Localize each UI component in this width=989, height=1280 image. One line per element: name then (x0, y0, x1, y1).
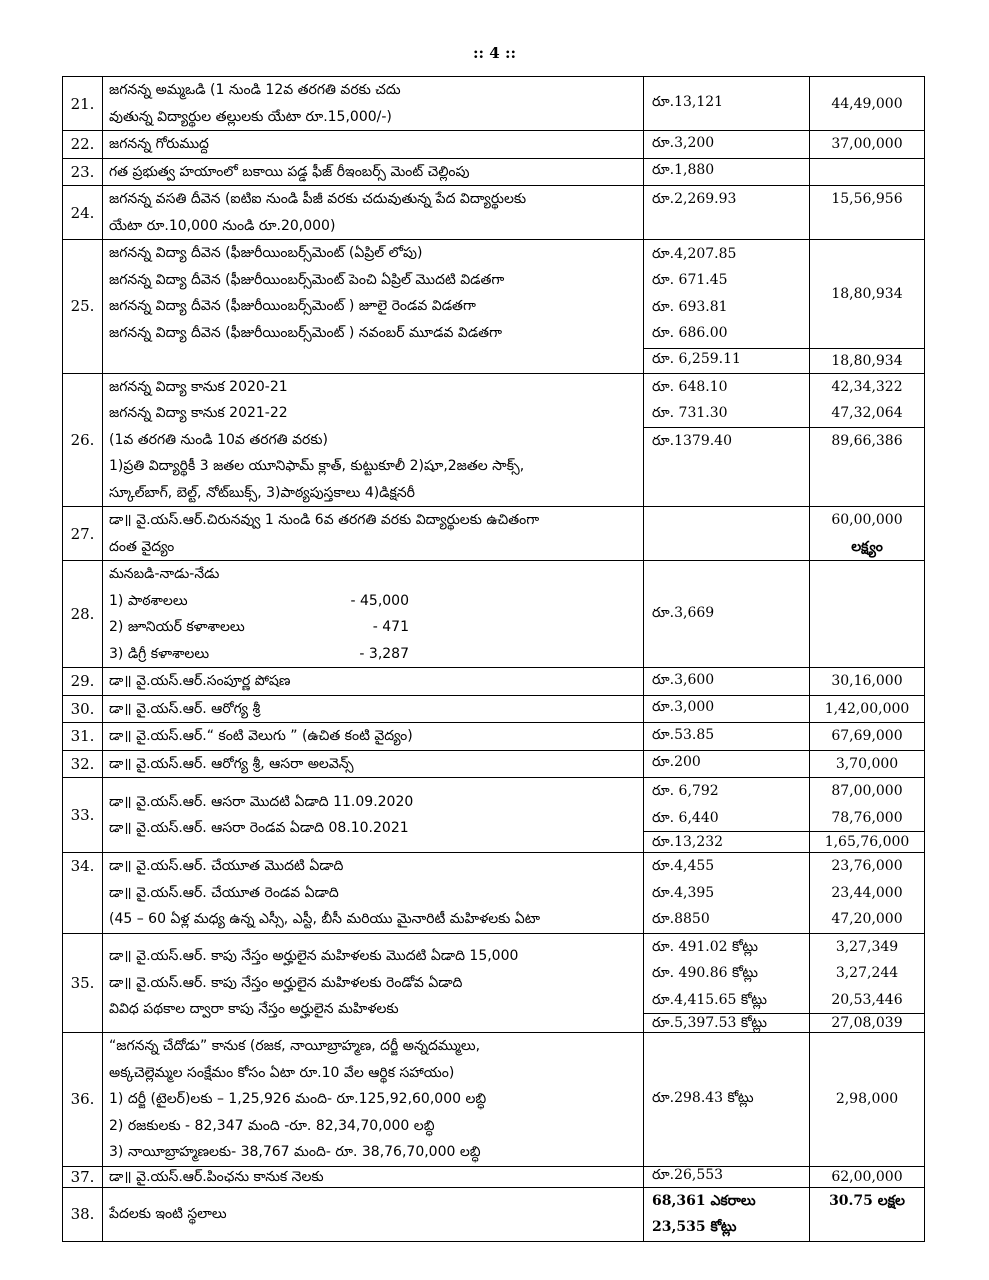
table-row (63, 853, 925, 934)
row-number: 24. (63, 186, 103, 240)
scheme-description (103, 240, 644, 374)
desc-line: “జగనన్న చేదోడు” కానుక (రజక, నాయీబ్రాహ్మణ, దర్జీ అన్నదమ్ములు, (109, 1038, 481, 1054)
beneficiaries (810, 778, 925, 832)
table-row (63, 668, 925, 696)
amount (644, 1187, 810, 1241)
amount: రూ.53.85 (644, 723, 810, 751)
row-number: 31. (63, 723, 103, 751)
amount (644, 853, 810, 934)
beneficiaries (810, 158, 925, 186)
scheme-description (103, 507, 644, 561)
beneficiaries-value: 30.75 లక్షల (829, 1192, 905, 1209)
table-row (63, 1033, 925, 1167)
amount (644, 240, 810, 349)
desc-line: జగనన్న విద్యా దీవెన (ఫీజురీయింబర్స్‌మెంట్ ) జూలై రెండవ విడతగా (109, 298, 476, 314)
beneficiaries: 2,98,000 (810, 1033, 925, 1167)
table-row (63, 1187, 925, 1241)
amount-value: రూ.4,207.85 (652, 245, 737, 262)
beneficiaries: 62,00,000 (810, 1166, 925, 1187)
scheme-description (103, 1187, 644, 1241)
total-amount: రూ.5,397.53 కోట్లు (644, 1014, 810, 1033)
item-label: 3) డిగ్రీ కళాశాలలు (109, 645, 210, 662)
beneficiaries-value: 47,20,000 (831, 911, 903, 927)
item-value: - 45,000 (350, 592, 409, 609)
amount: రూ.200 (644, 750, 810, 778)
amount-value: రూ. 490.86 కోట్లు (652, 965, 759, 981)
desc-item (109, 641, 637, 668)
desc-line: వుతున్న విద్యార్థుల తల్లులకు యేటా రూ.15,000/-) (109, 108, 392, 125)
amount: రూ.3,200 (644, 131, 810, 159)
welfare-schemes-table (62, 76, 925, 1242)
row-number: 38. (63, 1187, 103, 1241)
table-row (63, 240, 925, 349)
scheme-description (103, 1166, 644, 1187)
row-number-value: 34. (70, 857, 95, 875)
amount-value: రూ. 6,440 (652, 809, 719, 826)
table-row (63, 131, 925, 159)
desc-line: డా॥ వై.యస్.ఆర్. ఆసరా రెండవ ఏడాది 08.10.2021 (109, 820, 409, 836)
amount: రూ.13,121 (644, 77, 810, 131)
beneficiaries-value: 89,66,386 (831, 432, 903, 449)
row-number: 28. (63, 561, 103, 668)
table-row (63, 778, 925, 832)
beneficiaries: 37,00,000 (810, 131, 925, 159)
spacer (109, 346, 637, 373)
row-number: 23. (63, 158, 103, 186)
total-amount: రూ. 6,259.11 (644, 348, 810, 373)
desc-line: డా॥ వై.యస్.ఆర్. ఆరోగ్య శ్రీ (109, 700, 261, 717)
item-label: 2) జూనియర్ కళాశాలలు (109, 619, 245, 635)
row-number: 27. (63, 507, 103, 561)
row-number: 22. (63, 131, 103, 159)
desc-line: జగనన్న వసతి దీవెన (ఐటిఐ నుండి పీజీ వరకు చదువుతున్న పేద విద్యార్థులకు (109, 191, 527, 207)
desc-line: డా॥ వై.యస్.ఆర్.సంపూర్ణ పోషణ (109, 673, 291, 689)
table-row (63, 507, 925, 561)
scheme-description (103, 186, 644, 240)
table-row (63, 723, 925, 751)
desc-line: యేటా రూ.10,000 నుండి రూ.20,000) (109, 217, 336, 234)
scheme-description (103, 723, 644, 751)
desc-item (109, 614, 637, 641)
row-number: 29. (63, 668, 103, 696)
total-beneficiaries: 18,80,934 (810, 348, 925, 373)
desc-line: డా॥ వై.యస్.ఆర్.పింఛను కానుక నెలకు (109, 1168, 324, 1185)
beneficiaries-value: 3,27,349 (835, 938, 899, 955)
beneficiaries-value: 60,00,000 (831, 512, 903, 528)
beneficiaries (810, 933, 925, 1014)
row-number: 35. (63, 933, 103, 1033)
beneficiaries (810, 507, 925, 561)
row-number: 36. (63, 1033, 103, 1167)
table-row (63, 186, 925, 240)
desc-line: జగనన్న విద్యా దీవెన (ఫీజురీయింబర్స్‌మెంట్ (ఏప్రిల్ లోపు) (109, 245, 423, 261)
scheme-description (103, 695, 644, 723)
scheme-description (103, 373, 644, 507)
page-number: :: 4 :: (472, 44, 517, 62)
scheme-description (103, 77, 644, 131)
scheme-description (103, 933, 644, 1033)
beneficiaries-value: 47,32,064 (831, 405, 903, 421)
beneficiaries (810, 561, 925, 668)
desc-line: దంత వైద్యం (109, 538, 175, 555)
desc-line: జగనన్న విద్యా దీవెన (ఫీజురీయింబర్స్‌మెంట్ పెంచి ఏప్రిల్ మొదటి విడతగా (109, 271, 505, 288)
desc-line: 1)ప్రతి విద్యార్థికీ 3 జతల యూనిఫామ్ క్లాత్, కుట్టుకూలీ 2)షూ,2జతల సాక్స్, (109, 458, 525, 474)
beneficiaries: 1,42,00,000 (810, 695, 925, 723)
scheme-description (103, 1033, 644, 1167)
beneficiaries: 67,69,000 (810, 723, 925, 751)
desc-line: డా॥ వై.యస్.ఆర్. ఆరోగ్య శ్రీ, ఆసరా అలవెన్స్ (109, 755, 354, 772)
amount-value: రూ.8850 (652, 911, 710, 927)
beneficiaries: 3,70,000 (810, 750, 925, 778)
beneficiaries: 44,49,000 (810, 77, 925, 131)
amount-value: రూ.1379.40 (652, 432, 732, 449)
table-row (63, 750, 925, 778)
amount-value: రూ. 648.10 (652, 378, 728, 395)
desc-line: 3) నాయీబ్రాహ్మణలకు- 38,767 మంది- రూ. 38,76,70,000 లబ్ధి (109, 1144, 481, 1160)
table-row (63, 561, 925, 668)
amount (644, 373, 810, 427)
desc-line: వివిధ పథకాల ద్వారా కాపు నేస్తం అర్హులైన మహిళలకు (109, 1001, 399, 1017)
table-row (63, 373, 925, 427)
beneficiaries (810, 186, 925, 240)
amount (644, 933, 810, 1014)
desc-line: డా॥ వై.యస్.ఆర్. కాపు నేస్తం అర్హులైన మహిళలకు రెండోవ ఏడాది (109, 974, 463, 991)
desc-line: 2) రజకులకు - 82,347 మంది -రూ. 82,34,70,000 లబ్ధి (109, 1117, 435, 1134)
desc-line: డా॥ వై.యస్.ఆర్.చిరునవ్వు 1 నుండి 6వ తరగతి వరకు విద్యార్థులకు ఉచితంగా (109, 512, 540, 528)
total-beneficiaries: 1,65,76,000 (810, 832, 925, 853)
amount-value: రూ.4,455 (652, 858, 715, 874)
desc-line: డా॥ వై.యస్.ఆర్. చేయూత రెండవ ఏడాది (109, 884, 339, 901)
beneficiaries-value: 42,34,322 (831, 378, 903, 395)
scheme-description (103, 131, 644, 159)
amount: రూ.298.43 కోట్లు (644, 1033, 810, 1167)
scheme-description (103, 750, 644, 778)
amount-value: రూ. 671.45 (652, 272, 728, 289)
amount-value: రూ. 491.02 కోట్లు (652, 938, 759, 955)
desc-line: జగనన్న అమ్మఒడి (1 నుండి 12వ తరగతి వరకు చదు (109, 82, 401, 98)
table-row (63, 933, 925, 1014)
row-number (63, 853, 103, 934)
amount-value: రూ.4,415.65 కోట్లు (652, 991, 767, 1008)
table-row (63, 1166, 925, 1187)
beneficiaries-value: 20,53,446 (831, 991, 903, 1008)
beneficiaries-value: 15,56,956 (831, 191, 903, 207)
total-amount (644, 427, 810, 507)
total-amount: రూ.13,232 (644, 832, 810, 853)
amount-value: 23,535 కోట్లు (652, 1219, 737, 1235)
desc-line: జగనన్న విద్యా కానుక 2020-21 (109, 378, 288, 395)
amount: రూ.1,880 (644, 158, 810, 186)
scheme-description (103, 778, 644, 853)
total-beneficiaries: 27,08,039 (810, 1014, 925, 1033)
desc-line: డా॥ వై.యస్.ఆర్.“ కంటి వెలుగు ” (ఉచిత కంటి వైద్యం) (109, 728, 413, 744)
item-label: 1) పాఠశాలలు (109, 592, 188, 609)
desc-line: జగనన్న గోరుముద్ద (109, 136, 209, 152)
desc-line: అక్కచెల్లెమ్మల సంక్షేమం కోసం ఏటా రూ.10 వేల ఆర్థిక సహాయం) (109, 1064, 455, 1081)
amount-value: 68,361 ఎకరాలు (652, 1192, 756, 1209)
total-beneficiaries (810, 427, 925, 507)
desc-line: డా॥ వై.యస్.ఆర్. ఆసరా మొదటి ఏడాది 11.09.2020 (109, 793, 414, 810)
beneficiaries-value: 23,76,000 (831, 858, 903, 874)
desc-line: జగనన్న విద్యా దీవెన (ఫీజురీయింబర్స్‌మెంట్ ) నవంబర్ మూడవ విడతగా (109, 324, 502, 341)
row-number: 21. (63, 77, 103, 131)
desc-line: జగనన్న విద్యా కానుక 2021-22 (109, 405, 288, 421)
row-number: 33. (63, 778, 103, 853)
table-row (63, 695, 925, 723)
item-value: - 471 (372, 619, 409, 635)
row-number: 37. (63, 1166, 103, 1187)
desc-line: 1) దర్జీ (టైలర్)లకు – 1,25,926 మంది- రూ.125,92,60,000 లబ్ధి (109, 1091, 487, 1107)
scheme-description (103, 668, 644, 696)
amount-value: రూ. 686.00 (652, 325, 728, 342)
desc-line: స్కూల్‌బాగ్, బెల్ట్, నోట్‌బుక్స్, 3)పాఠ్యపుస్తకాలు 4)డిక్షనరీ (109, 484, 415, 501)
amount-value: రూ.4,395 (652, 884, 715, 901)
desc-line: (45 – 60 ఏళ్ల మధ్య ఉన్న ఎస్సీ, ఎస్టీ, బీసీ మరియు మైనారిటీ మహిళలకు ఏటా (109, 911, 541, 927)
desc-line: మనబడి-నాడు-నేడు (109, 566, 220, 582)
beneficiaries (810, 1187, 925, 1241)
amount: రూ.26,553 (644, 1166, 810, 1187)
row-number: 30. (63, 695, 103, 723)
amount: రూ.3,000 (644, 695, 810, 723)
beneficiaries: 30,16,000 (810, 668, 925, 696)
beneficiaries-value: 3,27,244 (835, 965, 899, 981)
scheme-description (103, 158, 644, 186)
amount-value: రూ. 693.81 (652, 298, 728, 315)
table-row (63, 77, 925, 131)
amount-value: రూ.2,269.93 (652, 191, 737, 207)
amount-value: రూ. 731.30 (652, 405, 728, 421)
beneficiaries-value: 23,44,000 (831, 884, 903, 901)
amount (644, 507, 810, 561)
amount (644, 186, 810, 240)
amount (644, 778, 810, 832)
row-number: 26. (63, 373, 103, 507)
table-row (63, 158, 925, 186)
desc-line: గత ప్రభుత్వ హయాంలో బకాయి పడ్డ ఫీజ్ రీఇంబర్స్ మెంట్ చెల్లింపు (109, 163, 470, 180)
desc-item (109, 588, 637, 615)
item-value: - 3,287 (359, 645, 409, 662)
desc-line: పేదలకు ఇంటి స్థలాలు (109, 1205, 227, 1222)
desc-line: డా॥ వై.యస్.ఆర్. చేయూత మొదటి ఏడాది (109, 858, 344, 874)
beneficiaries-value: 78,76,000 (831, 809, 903, 826)
amount: రూ.3,669 (644, 561, 810, 668)
scheme-description (103, 853, 644, 934)
beneficiaries: 18,80,934 (810, 240, 925, 349)
beneficiaries-value: 87,00,000 (831, 783, 903, 799)
amount-value: రూ. 6,792 (652, 783, 719, 799)
beneficiaries (810, 373, 925, 427)
row-number: 32. (63, 750, 103, 778)
desc-line: డా॥ వై.యస్.ఆర్. కాపు నేస్తం అర్హులైన మహిళలకు మొదటి ఏడాది 15,000 (109, 948, 519, 964)
scheme-description (103, 561, 644, 668)
desc-line: (1వ తరగతి నుండి 10వ తరగతి వరకు) (109, 431, 328, 448)
target-label: లక్ష్యం (851, 538, 883, 555)
beneficiaries (810, 853, 925, 934)
row-number: 25. (63, 240, 103, 374)
amount: రూ.3,600 (644, 668, 810, 696)
